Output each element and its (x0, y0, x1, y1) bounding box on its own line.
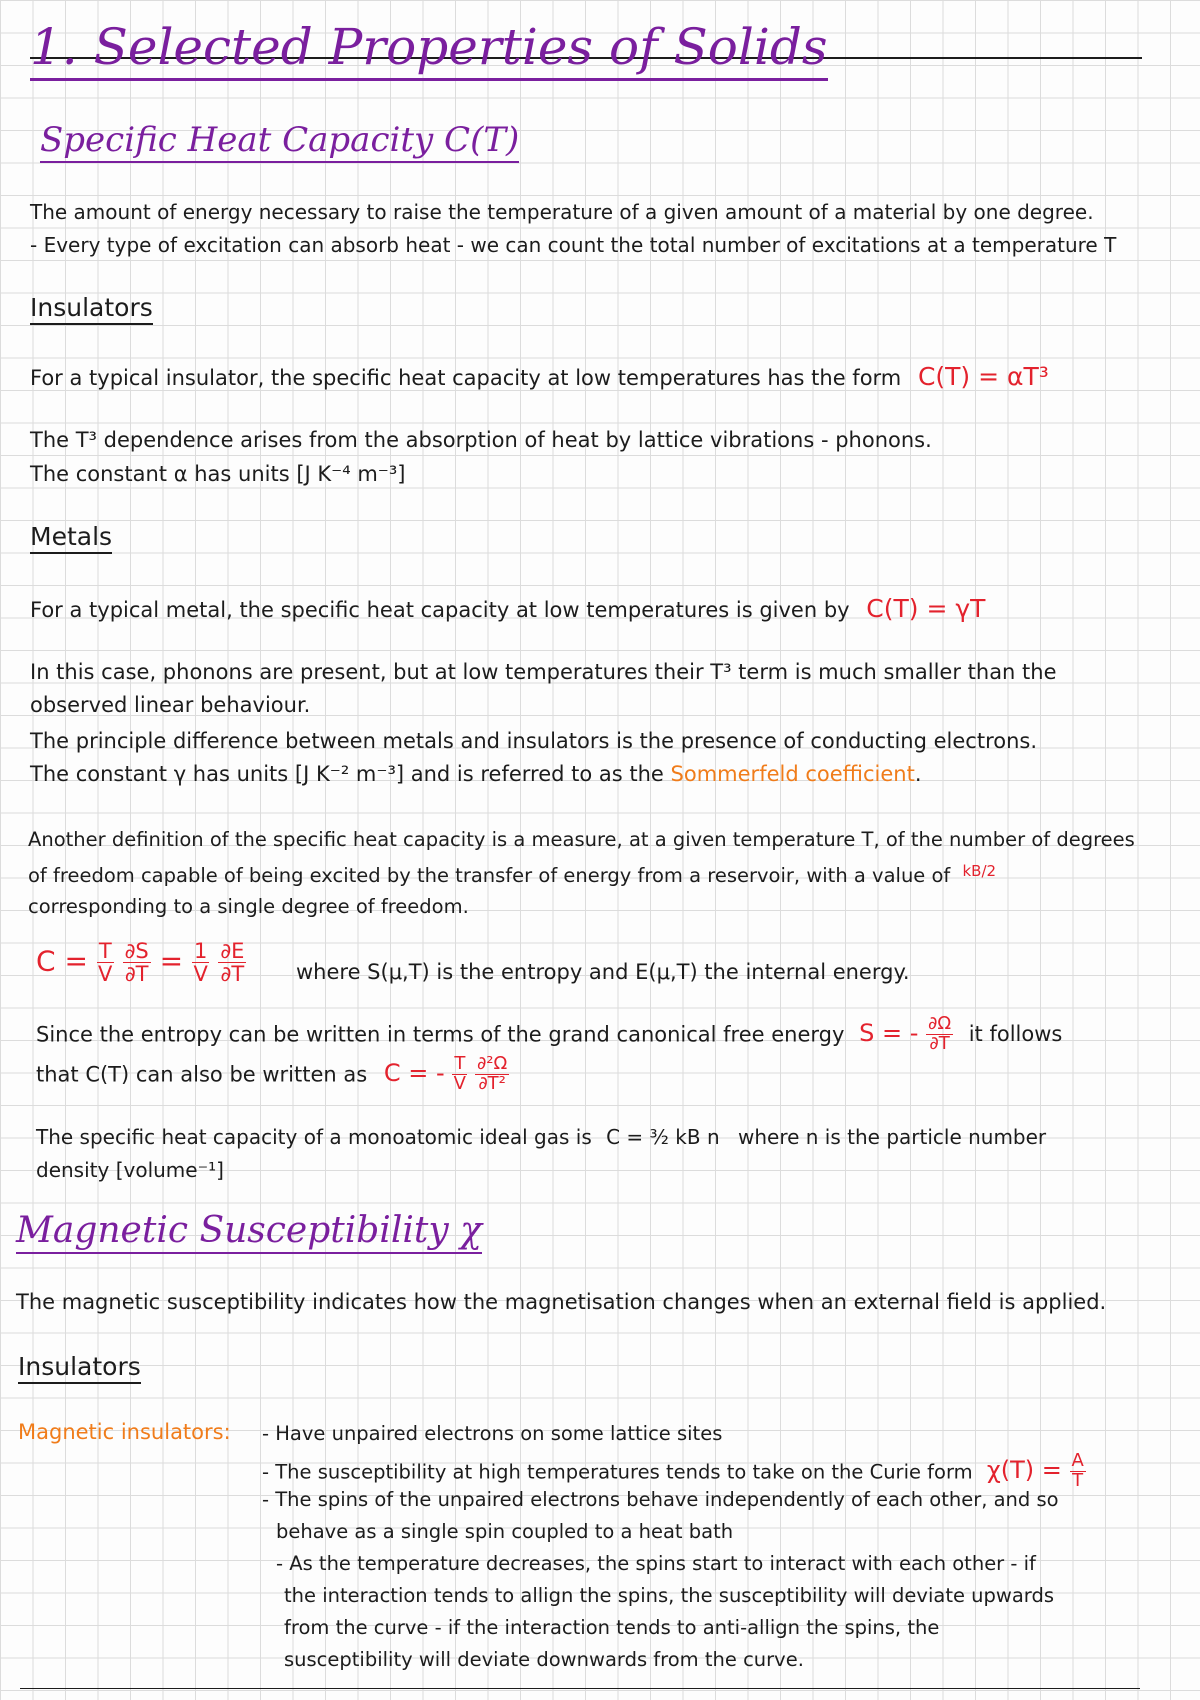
page-title: 1. Selected Properties of Solids (30, 18, 828, 81)
bullet-independent: - The spins of the unpaired electrons behave independently of each other, and so (262, 1488, 1059, 1511)
ideal-gas-line-cont: density [volume⁻¹] (36, 1158, 224, 1182)
entropy-follows: it follows (968, 1022, 1063, 1047)
metal-form-text: For a typical metal, the specific heat capacity at low temperatures is given by (30, 598, 850, 622)
metal-units-line (30, 762, 922, 787)
magnetic-insulators-label: Magnetic insulators: (18, 1420, 231, 1444)
frac-num: T (454, 1053, 466, 1074)
insulator-formula: C(T) = αT³ (917, 362, 1049, 391)
bullet-interaction-cont-1: the interaction tends to allign the spins, the susceptibility will deviate upwards (284, 1584, 1055, 1607)
insulators-heading: Insulators (30, 293, 153, 325)
c2-lhs: C = - (383, 1059, 445, 1088)
bullet-interaction: - As the temperature decreases, the spins start to interact with each other - if (276, 1552, 1036, 1575)
bullet-curie (262, 1452, 1086, 1491)
fraction-ds-dt (123, 940, 151, 985)
frac-num: ∂S (124, 939, 149, 963)
entropy-text: Since the entropy can be written in terms of the grand canonical free energy (36, 1022, 845, 1047)
fraction-a-over-t (1070, 1452, 1086, 1491)
heat-capacity-formula (36, 940, 246, 985)
frac-den: V (193, 962, 208, 987)
fraction-t-over-v-2 (452, 1055, 467, 1094)
metal-phonon-line: In this case, phonons are present, but at low temperatures their T³ term is much smaller than the (30, 660, 1057, 684)
specific-heat-excitation-note: - Every type of excitation can absorb heat - we can count the total number of excitations at a temperature T (30, 233, 1117, 257)
specific-heat-heading: Specific Heat Capacity C(T) (40, 120, 519, 163)
entropy-formula (859, 1013, 961, 1054)
ideal-gas-text: The specific heat capacity of a monoatomic ideal gas is (36, 1125, 592, 1149)
bullet-independent-cont: behave as a single spin coupled to a heat bath (276, 1520, 734, 1543)
fraction-t-over-v (97, 940, 114, 985)
bullet-interaction-cont-3: susceptibility will deviate downwards from the curve. (284, 1648, 804, 1671)
bullet-curie-text: - The susceptibility at high temperatures tends to take on the Curie form (262, 1460, 973, 1484)
metals-heading: Metals (30, 522, 112, 554)
frac-num: ∂²Ω (476, 1053, 508, 1074)
frac-den: ∂T (929, 1032, 950, 1054)
frac-num: A (1071, 1450, 1084, 1471)
definition-line-3: corresponding to a single degree of freedom. (28, 895, 469, 918)
definition-line-2 (28, 862, 996, 887)
frac-den: T (1072, 1469, 1084, 1491)
fraction-domega-dt (926, 1015, 953, 1054)
metal-difference-line: The principle difference between metals and insulators is the presence of conducting electrons. (30, 729, 1038, 753)
frac-num: ∂Ω (928, 1013, 952, 1034)
frac-num: ∂E (220, 939, 245, 963)
second-derivative-line (36, 1055, 509, 1094)
curie-lhs: χ(T) = (986, 1456, 1062, 1485)
kb-half: kB/2 (962, 862, 997, 880)
insulator-form-line (30, 362, 1049, 392)
metal-units-text: The constant γ has units [J K⁻² m⁻³] and is referred to as the (30, 762, 664, 786)
frac-num: T (98, 939, 112, 963)
frac-num: 1 (194, 939, 208, 963)
curie-formula (986, 1450, 1086, 1491)
ideal-gas-note: where n is the particle number (737, 1125, 1047, 1149)
metal-formula: C(T) = γT (866, 594, 986, 623)
entropy-lhs: S = - (859, 1019, 919, 1048)
magnetic-heading: Magnetic Susceptibility χ (16, 1210, 482, 1254)
entropy-line (36, 1015, 1062, 1054)
second-derivative-text: that C(T) can also be written as (36, 1062, 368, 1087)
definition-line-1: Another definition of the specific heat capacity is a measure, at a given temperature T, of the number of degrees (28, 828, 1135, 851)
metal-phonon-line-cont: observed linear behaviour. (30, 693, 311, 717)
formula-note: where S(μ,T) is the entropy and E(μ,T) the internal energy. (296, 960, 910, 984)
frac-den: ∂T² (478, 1072, 506, 1094)
magnetic-insulators-heading: Insulators (18, 1352, 141, 1384)
definition-line-2-text: of freedom capable of being excited by the transfer of energy from a reservoir, with a value of (28, 864, 951, 887)
fraction-one-over-v (192, 940, 209, 985)
frac-den: V (453, 1072, 466, 1094)
insulator-units-line: The constant α has units [J K⁻⁴ m⁻³] (30, 462, 406, 486)
formula-c-lhs: C = (36, 944, 88, 978)
frac-den: ∂T (124, 962, 149, 987)
frac-den: V (98, 962, 113, 987)
metal-units-period: . (914, 762, 922, 786)
ideal-gas-line (36, 1125, 1046, 1149)
fraction-d2omega-dt2 (475, 1055, 509, 1094)
ideal-gas-formula: C = ³⁄₂ kB n (606, 1125, 720, 1149)
metal-form-line (30, 594, 985, 624)
fraction-de-dt (218, 940, 246, 985)
bullet-unpaired: - Have unpaired electrons on some lattice sites (262, 1422, 723, 1445)
specific-heat-definition: The amount of energy necessary to raise the temperature of a given amount of a material by one degree. (30, 200, 1094, 224)
insulator-dependence-line: The T³ dependence arises from the absorption of heat by lattice vibrations - phonons. (30, 428, 932, 452)
bullet-interaction-cont-2: from the curve - if the interaction tends to anti-allign the spins, the (284, 1616, 940, 1639)
sommerfeld-term: Sommerfeld coefficient (670, 762, 915, 786)
formula-equals: = (159, 944, 184, 978)
frac-den: ∂T (220, 962, 245, 987)
bottom-rule (20, 1688, 1140, 1689)
magnetic-definition: The magnetic susceptibility indicates how the magnetisation changes when an external field is applied. (16, 1290, 1107, 1314)
second-derivative-formula (383, 1053, 509, 1094)
insulator-form-text: For a typical insulator, the specific heat capacity at low temperatures has the form (30, 366, 902, 390)
